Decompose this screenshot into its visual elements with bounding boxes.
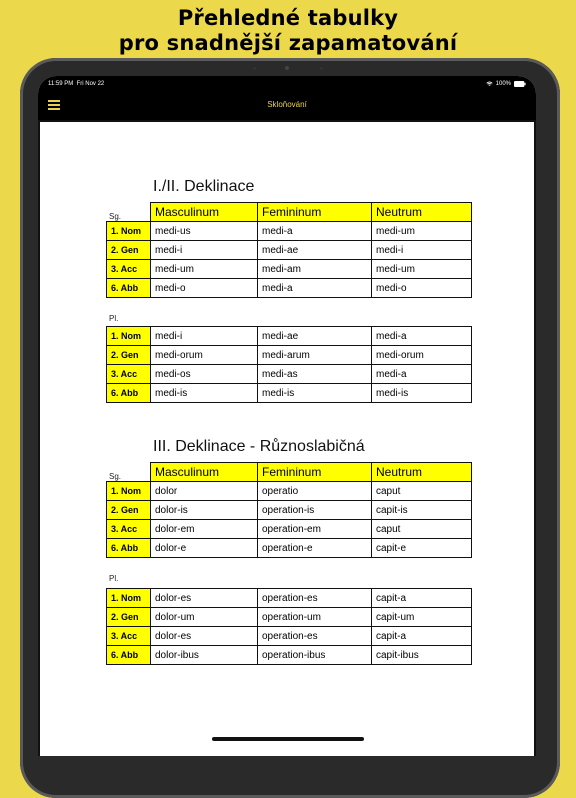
- case-label: 3. Acc: [107, 627, 151, 646]
- cell-n: medi-is: [372, 384, 472, 403]
- singular-label-2: Sg.: [109, 472, 122, 481]
- cell-f: medi-ae: [258, 241, 372, 260]
- case-label: 2. Gen: [107, 241, 151, 260]
- table-row: [107, 365, 472, 384]
- table-row: [107, 260, 472, 279]
- promo-heading: [0, 6, 576, 56]
- table-row: [107, 627, 472, 646]
- cell-m: medi-i: [151, 241, 258, 260]
- table-s1-singular: [106, 202, 472, 298]
- cell-m: medi-o: [151, 279, 258, 298]
- status-right: [486, 81, 526, 87]
- cell-f: operation-is: [258, 501, 372, 520]
- cell-f: medi-arum: [258, 346, 372, 365]
- table-s1-plural: [106, 326, 472, 403]
- table-row: [107, 222, 472, 241]
- empty-cell: [107, 463, 151, 482]
- cell-m: dolor-es: [151, 589, 258, 608]
- cell-m: dolor-um: [151, 608, 258, 627]
- cell-f: medi-ae: [258, 327, 372, 346]
- cell-f: operation-em: [258, 520, 372, 539]
- cell-n: capit-um: [372, 608, 472, 627]
- table-row: [107, 608, 472, 627]
- cell-m: medi-is: [151, 384, 258, 403]
- nav-title: Skloňování: [267, 100, 307, 109]
- cell-f: operation-ibus: [258, 646, 372, 665]
- cell-m: medi-um: [151, 260, 258, 279]
- cell-n: capit-is: [372, 501, 472, 520]
- case-label: 3. Acc: [107, 520, 151, 539]
- cell-n: capit-a: [372, 589, 472, 608]
- cell-f: operation-um: [258, 608, 372, 627]
- section-title-1: I./II. Deklinace: [153, 178, 255, 195]
- case-label: 1. Nom: [107, 327, 151, 346]
- cell-n: medi-orum: [372, 346, 472, 365]
- singular-label-1: Sg.: [109, 212, 122, 221]
- table-row: [107, 346, 472, 365]
- sensor-icon: [253, 67, 256, 70]
- case-label: 2. Gen: [107, 501, 151, 520]
- plural-label-1: Pl.: [109, 314, 119, 323]
- header-neutrum: Neutrum: [372, 463, 472, 482]
- header-femininum: Femininum: [258, 463, 372, 482]
- table-row: [107, 646, 472, 665]
- promo-line-1: Přehledné tabulky: [177, 6, 399, 30]
- home-indicator[interactable]: [212, 737, 364, 741]
- battery-icon: [514, 81, 526, 87]
- cell-m: dolor-es: [151, 627, 258, 646]
- cell-m: medi-os: [151, 365, 258, 384]
- header-masculinum: Masculinum: [151, 463, 258, 482]
- header-femininum: Femininum: [258, 203, 372, 222]
- status-time: 11:59 PM Fri Nov 22: [48, 81, 105, 87]
- cell-f: medi-am: [258, 260, 372, 279]
- table-s2-plural: [106, 588, 472, 665]
- plural-label-2: Pl.: [109, 574, 119, 583]
- wifi-icon: [486, 81, 493, 87]
- case-label: 6. Abb: [107, 279, 151, 298]
- header-masculinum: Masculinum: [151, 203, 258, 222]
- case-label: 1. Nom: [107, 482, 151, 501]
- table-row: [107, 327, 472, 346]
- cell-n: capit-a: [372, 627, 472, 646]
- table-row: [107, 589, 472, 608]
- sensor-icon: [320, 67, 323, 70]
- cell-f: operation-es: [258, 627, 372, 646]
- cell-n: medi-i: [372, 241, 472, 260]
- table-s2-singular: [106, 462, 472, 558]
- case-label: 1. Nom: [107, 222, 151, 241]
- battery-percent: 100%: [495, 81, 511, 87]
- cell-m: medi-orum: [151, 346, 258, 365]
- table-header-row: [107, 203, 472, 222]
- table-row: [107, 501, 472, 520]
- case-label: 6. Abb: [107, 539, 151, 558]
- cell-m: dolor-ibus: [151, 646, 258, 665]
- cell-f: operatio: [258, 482, 372, 501]
- cell-n: capit-ibus: [372, 646, 472, 665]
- status-bar: [38, 76, 536, 94]
- cell-m: medi-us: [151, 222, 258, 241]
- cell-m: dolor-e: [151, 539, 258, 558]
- promo-line-2: pro snadnější zapamatování: [118, 31, 458, 55]
- table-row: [107, 384, 472, 403]
- content-area: [38, 120, 536, 756]
- cell-n: capit-e: [372, 539, 472, 558]
- cell-m: dolor-is: [151, 501, 258, 520]
- table-header-row: [107, 463, 472, 482]
- cell-f: medi-a: [258, 222, 372, 241]
- table-row: [107, 482, 472, 501]
- case-label: 3. Acc: [107, 260, 151, 279]
- case-label: 1. Nom: [107, 589, 151, 608]
- case-label: 6. Abb: [107, 646, 151, 665]
- table-row: [107, 520, 472, 539]
- camera-icon: [285, 66, 289, 70]
- header-neutrum: Neutrum: [372, 203, 472, 222]
- section-title-2: III. Deklinace - Různoslabičná: [153, 438, 365, 455]
- case-label: 2. Gen: [107, 346, 151, 365]
- cell-f: medi-is: [258, 384, 372, 403]
- cell-f: operation-e: [258, 539, 372, 558]
- cell-n: medi-um: [372, 260, 472, 279]
- table-row: [107, 539, 472, 558]
- cell-n: caput: [372, 482, 472, 501]
- cell-n: caput: [372, 520, 472, 539]
- cell-f: operation-es: [258, 589, 372, 608]
- table-row: [107, 279, 472, 298]
- empty-cell: [107, 203, 151, 222]
- cell-m: dolor: [151, 482, 258, 501]
- case-label: 2. Gen: [107, 608, 151, 627]
- cell-m: dolor-em: [151, 520, 258, 539]
- cell-n: medi-o: [372, 279, 472, 298]
- cell-n: medi-a: [372, 327, 472, 346]
- app-screen: [38, 76, 536, 756]
- cell-m: medi-i: [151, 327, 258, 346]
- cell-f: medi-as: [258, 365, 372, 384]
- cell-f: medi-a: [258, 279, 372, 298]
- table-row: [107, 241, 472, 260]
- case-label: 6. Abb: [107, 384, 151, 403]
- case-label: 3. Acc: [107, 365, 151, 384]
- cell-n: medi-um: [372, 222, 472, 241]
- cell-n: medi-a: [372, 365, 472, 384]
- nav-bar: [38, 94, 536, 120]
